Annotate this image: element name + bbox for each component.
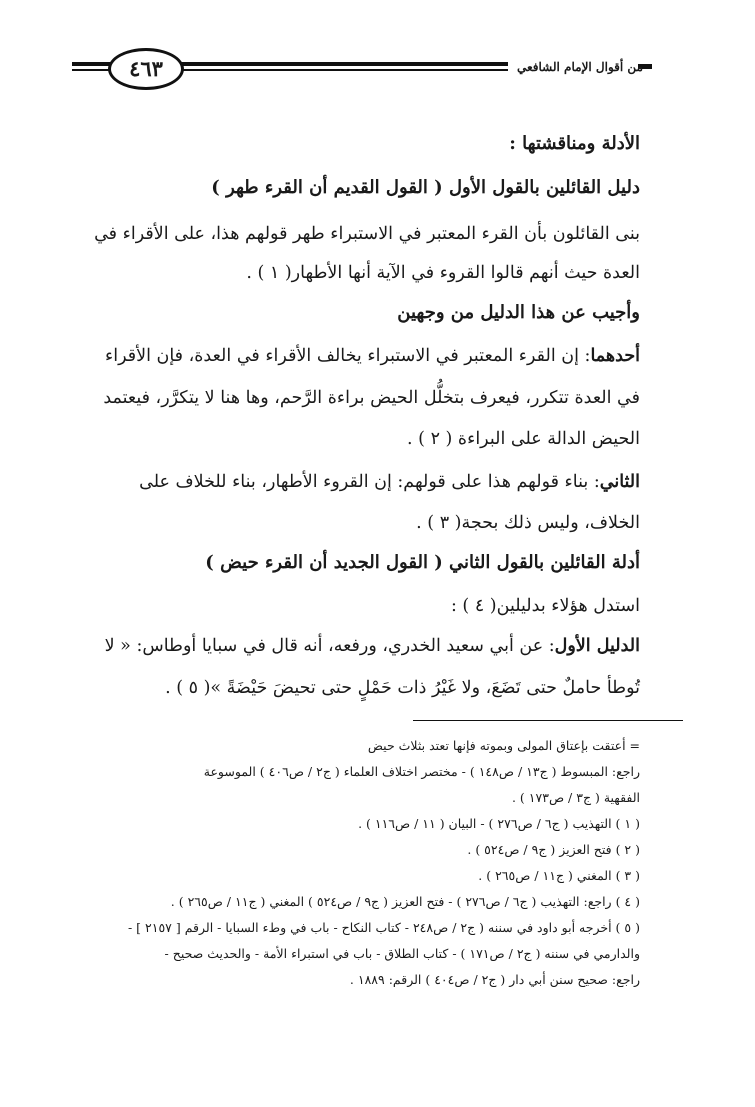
paragraph-text: : عن أبي سعيد الخدري، ورفعه، أنه قال في سبايا أوطاس: « لا [104, 636, 555, 656]
footnote-1: ( ١ ) التهذيب ( ج٦ / ص٢٧٦ ) - البيان ( ١١ / ص١١٦ ) . [358, 816, 640, 831]
heading-evidence: الأدلة ومناقشتها : [509, 133, 640, 154]
footnote-line: والدارمي في سننه ( ج٢ / ص١٧١ ) - كتاب الطلاق - باب في استبراء الأمة - والحديث صحيح - [164, 946, 640, 961]
running-title: من أقوال الإمام الشافعي [517, 60, 643, 74]
paragraph-line [139, 470, 640, 494]
heading-reply: وأجيب عن هذا الدليل من وجهين [397, 302, 640, 323]
heading-second-view: أدلة القائلين بالقول الثاني ( القول الجديد أن القرء حيض ) [205, 552, 640, 573]
header-rule-left-thin [72, 69, 112, 71]
footnote-3: ( ٣ ) المغني ( ج١١ / ص٢٦٥ ) . [478, 868, 640, 883]
paragraph-line [105, 344, 640, 368]
header-rule-right-thick [178, 62, 508, 66]
footnote-line: = أعتقت بإعتاق المولى وبموته فإنها تعتد بثلاث حيض [367, 738, 640, 753]
paragraph-line: تُوطأ حاملٌ حتى تَضَعَ، ولا غَيْرُ ذات حَمْلٍ حتى تحيضَ حَيْضَةً »( ٥ ) . [165, 678, 640, 698]
footnote-4: ( ٤ ) راجع: التهذيب ( ج٦ / ص٢٧٦ ) - فتح العزيز ( ج٩ / ص٥٢٤ ) المغني ( ج١١ / ص٢٦٥ ) . [170, 894, 640, 909]
paragraph-text: : بناء قولهم هذا على قولهم: إن القروء الأطهار، بناء للخلاف على [139, 472, 600, 492]
paragraph-line [105, 634, 640, 658]
footnote-2: ( ٢ ) فتح العزيز ( ج٩ / ص٥٢٤ ) . [467, 842, 640, 857]
label-first: أحدهما [590, 346, 640, 366]
paragraph-line: الخلاف، وليس ذلك بحجة( ٣ ) . [416, 513, 640, 533]
paragraph-text: : إن القرء المعتبر في الاستبراء يخالف الأقراء في العدة، فإن الأقراء [104, 346, 591, 366]
paragraph-line: العدة حيث أنهم قالوا القروء في الآية أنها الأطهار( ١ ) . [246, 263, 640, 283]
header-rule-right-thin [178, 69, 508, 71]
label-second: الثاني [599, 472, 640, 492]
paragraph-line: استدل هؤلاء بدليلين( ٤ ) : [450, 596, 640, 616]
heading-first-view: دليل القائلين بالقول الأول ( القول القديم أن القرء طهر ) [211, 177, 640, 198]
footnote-5: ( ٥ ) أخرجه أبو داود في سننه ( ج٢ / ص٢٤٨ - كتاب النكاح - باب في وطء السبايا - الرقم [ ٢١٥٧ ] - [127, 920, 640, 935]
footnote-line: الفقهية ( ج٣ / ص١٧٣ ) . [511, 790, 640, 805]
footnote-line: راجع: المبسوط ( ج١٣ / ص١٤٨ ) - مختصر اختلاف العلماء ( ج٢ / ص٤٠٦ ) الموسوعة [203, 764, 640, 779]
header-rule-left-thick [72, 62, 112, 66]
footnote-separator [413, 720, 683, 721]
paragraph-line: الحيض الدالة على البراءة ( ٢ ) . [407, 429, 640, 449]
label-first-evidence: الدليل الأول [554, 636, 640, 656]
paragraph-line: بنى القائلون بأن القرء المعتبر في الاستبراء طهر قولهم هذا، على الأقراء في [94, 224, 640, 244]
page-number: ٤٦٣ [108, 48, 184, 90]
paragraph-line: في العدة تتكرر، فيعرف بتخلُّل الحيض براءة الرَّحم، وها هنا لا يتكرَّر، فيعتمد [103, 388, 640, 408]
footnote-line: راجع: صحيح سنن أبي دار ( ج٢ / ص٤٠٤ ) الرقم: ١٨٨٩ . [349, 972, 640, 987]
